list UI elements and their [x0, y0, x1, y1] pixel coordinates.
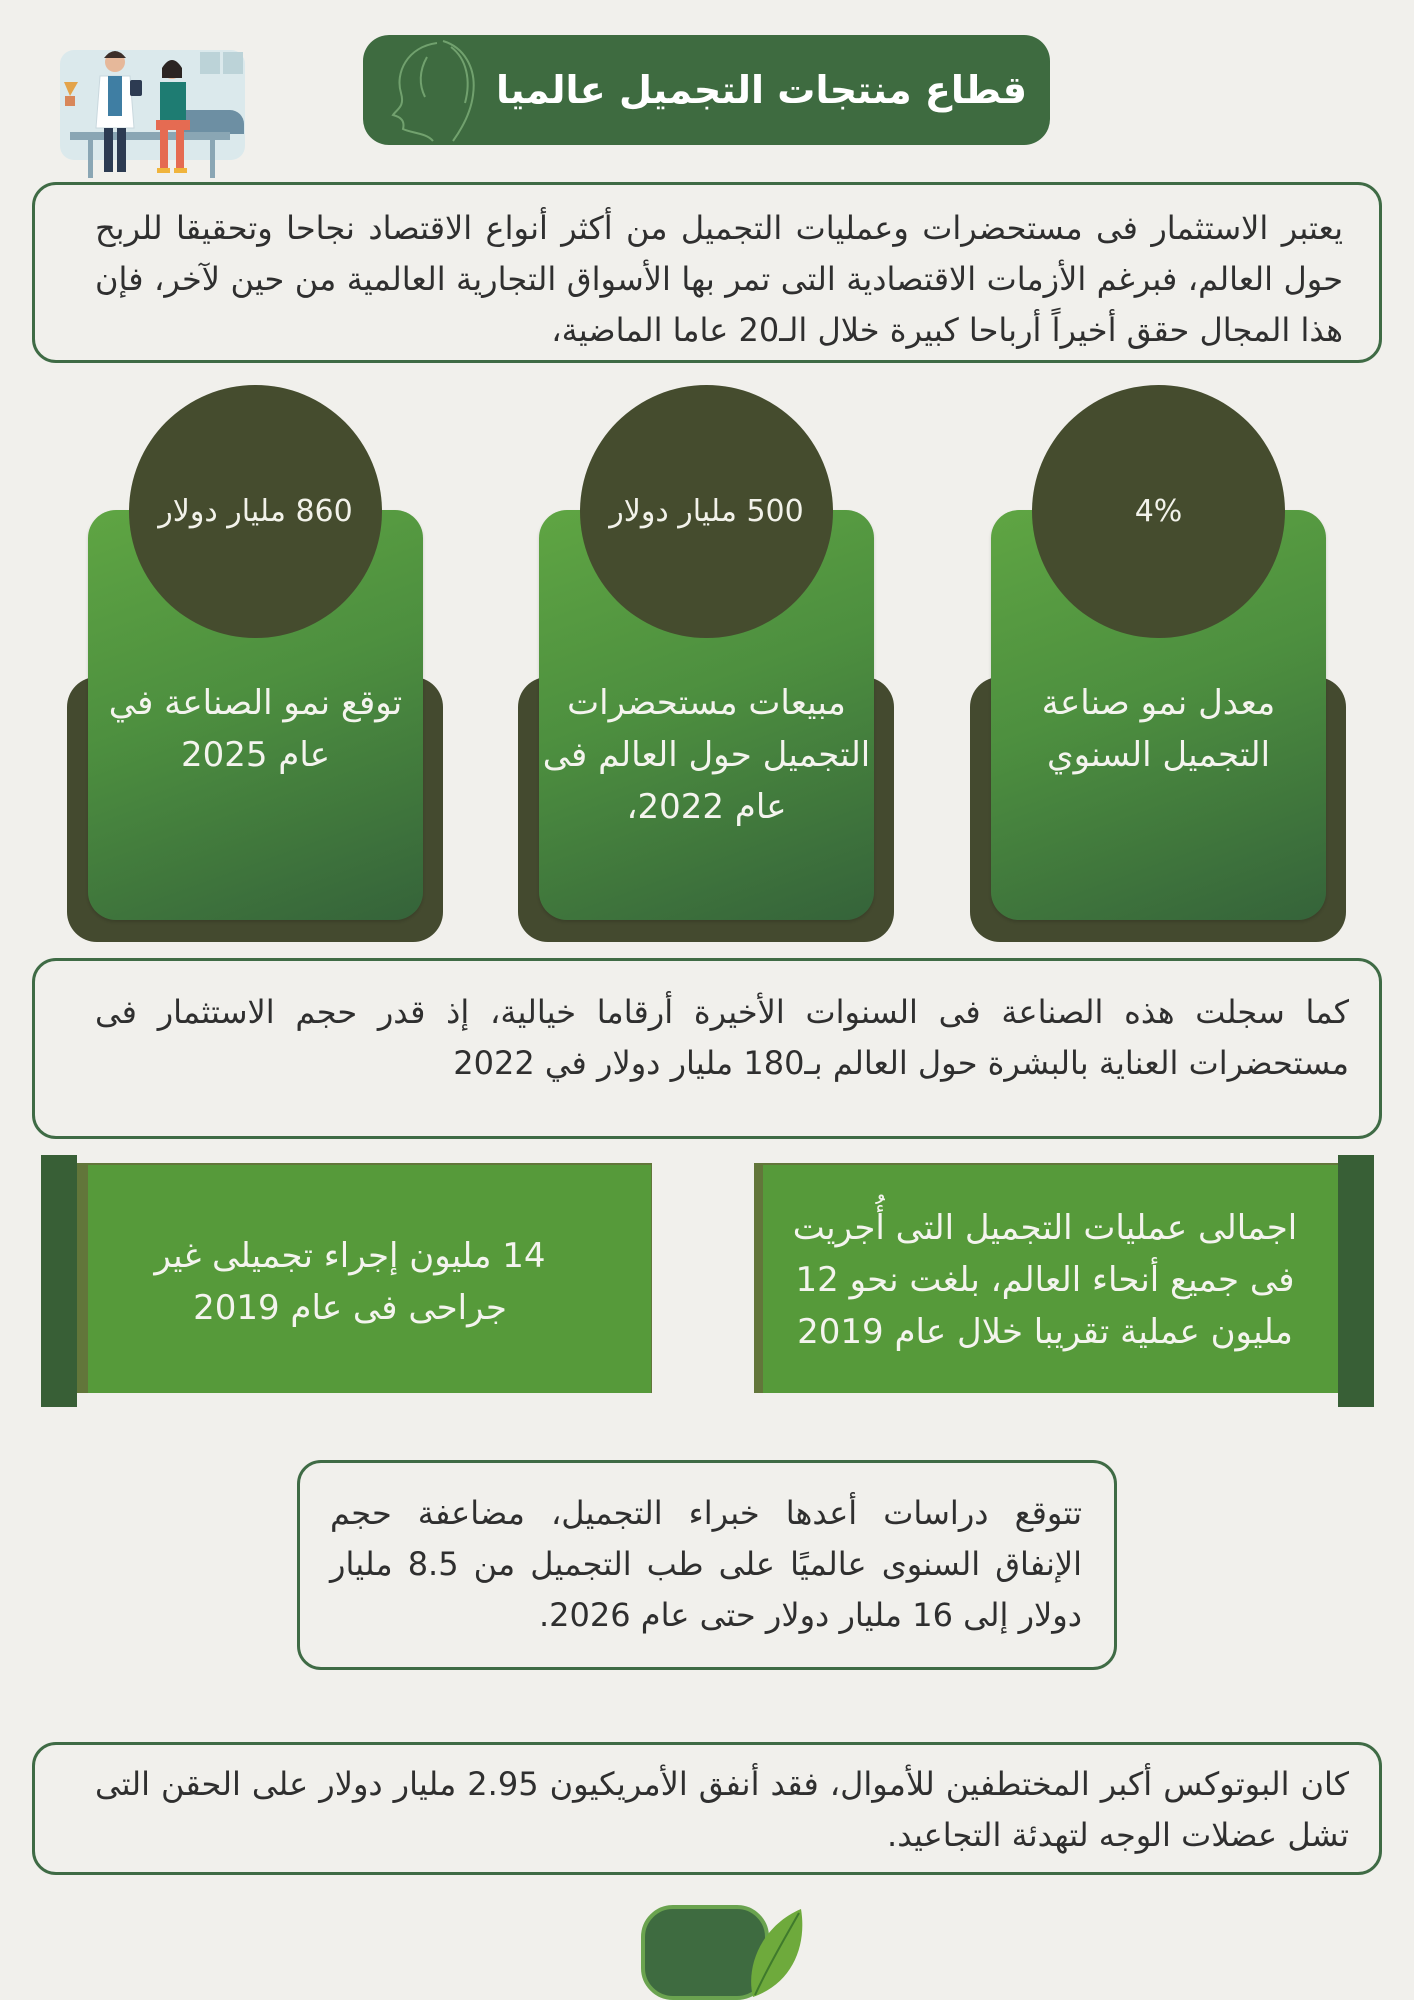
stat-value: 500 مليار دولار — [609, 494, 804, 529]
page-title: قطاع منتجات التجميل عالميا — [495, 68, 1028, 112]
intro-text: يعتبر الاستثمار فى مستحضرات وعمليات التجميل من أكثر أنواع الاقتصاد نجاحا وتحقيقا للربح حول العالم، فبرغم الأزمات الاقتصادية التى تمر بها الأسواق التجارية العالمية من حين لآخر، فإن هذا المجال حقق أخيراً أرباحا كبيرة خلال الـ20 عاما الماضية، — [95, 209, 1343, 349]
stat-value-circle — [1032, 385, 1285, 638]
botox-text: كان البوتوكس أكبر المختطفين للأموال، فقد أنفق الأمريكيون 2.95 مليار دولار على الحقن التى تشل عضلات الوجه لتهدئة التجاعيد. — [95, 1765, 1350, 1854]
stat-value: 860 مليار دولار — [158, 494, 353, 529]
doctor-patient-illustration — [60, 40, 245, 180]
stat-value-circle — [580, 385, 833, 638]
face-profile-icon — [367, 37, 487, 143]
title-banner — [363, 35, 1050, 145]
procedures-right-text: اجمالى عمليات التجميل التى أُجريت فى جميع أنحاء العالم، بلغت نحو 12 مليون عملية تقريبا خلال عام 2019 — [792, 1208, 1298, 1352]
banner-strip — [1338, 1155, 1374, 1407]
skincare-text: كما سجلت هذه الصناعة فى السنوات الأخيرة أرقاما خيالية، إذ قدر حجم الاستثمار فى مستحضرات العناية بالبشرة حول العالم بـ180 مليار دولار في 2022 — [95, 993, 1349, 1082]
stat-label: توقع نمو الصناعة في عام 2025 — [108, 683, 403, 775]
intro-box — [32, 182, 1382, 363]
stat-value-circle — [129, 385, 382, 638]
stat-label: مبيعات مستحضرات التجميل حول العالم فى عام 2022، — [542, 683, 871, 827]
forecast-box — [297, 1460, 1117, 1670]
stat-label: معدل نمو صناعة التجميل السنوي — [1041, 683, 1276, 775]
stat-value: 4% — [1134, 494, 1183, 529]
leaf-icon — [745, 1905, 807, 2000]
skincare-box — [32, 958, 1382, 1139]
botox-box — [32, 1742, 1382, 1875]
procedures-left-text: 14 مليون إجراء تجميلى غير جراحى فى عام 2019 — [154, 1236, 546, 1328]
forecast-text: تتوقع دراسات أعدها خبراء التجميل، مضاعفة حجم الإنفاق السنوى عالميًا على طب التجميل من 8.5 مليار دولار إلى 16 مليار دولار حتى عام 2026. — [330, 1494, 1083, 1634]
banner-strip — [41, 1155, 77, 1407]
